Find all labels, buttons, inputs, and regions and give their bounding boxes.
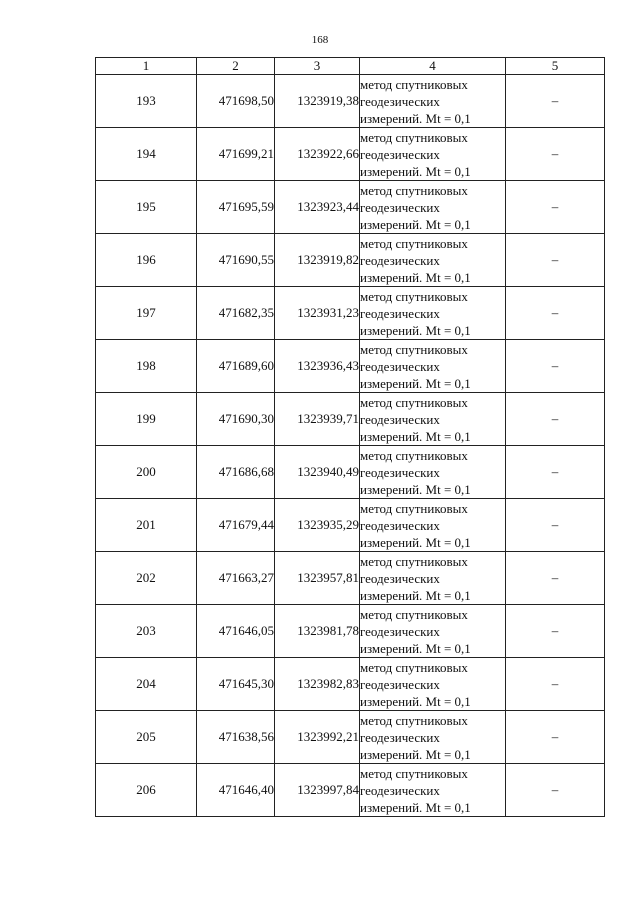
table-row [96,711,605,764]
x-coordinate-cell: 471682,35 [197,287,275,340]
method-line: метод спутниковых [360,76,468,92]
method-cell [360,128,506,181]
method-line: измерений. Mt = 0,1 [360,428,471,444]
method-line: метод спутниковых [360,659,468,675]
error-description-cell: – [506,552,605,605]
method-line: геодезических [360,464,440,480]
method-line: геодезических [360,358,440,374]
x-coordinate-cell: 471645,30 [197,658,275,711]
point-number-cell: 198 [96,340,197,393]
method-line: измерений. Mt = 0,1 [360,481,471,497]
table-row [96,605,605,658]
method-line: геодезических [360,729,440,745]
method-line: метод спутниковых [360,447,468,463]
x-coordinate-cell: 471686,68 [197,446,275,499]
error-description-cell: – [506,764,605,817]
method-line: метод спутниковых [360,394,468,410]
table-row [96,128,605,181]
y-coordinate-cell: 1323940,49 [275,446,360,499]
method-cell [360,446,506,499]
x-coordinate-cell: 471690,55 [197,234,275,287]
point-number-cell: 196 [96,234,197,287]
error-description-cell: – [506,393,605,446]
column-header-3: 3 [275,58,360,75]
error-description-cell: – [506,446,605,499]
y-coordinate-cell: 1323957,81 [275,552,360,605]
method-line: метод спутниковых [360,129,468,145]
y-coordinate-cell: 1323992,21 [275,711,360,764]
column-header-4: 4 [360,58,506,75]
error-description-cell: – [506,605,605,658]
method-line: измерений. Mt = 0,1 [360,587,471,603]
y-coordinate-cell: 1323981,78 [275,605,360,658]
method-line: геодезических [360,623,440,639]
method-line: геодезических [360,782,440,798]
table-row [96,499,605,552]
table-row [96,658,605,711]
point-number-cell: 201 [96,499,197,552]
x-coordinate-cell: 471646,05 [197,605,275,658]
y-coordinate-cell: 1323931,23 [275,287,360,340]
x-coordinate-cell: 471638,56 [197,711,275,764]
error-description-cell: – [506,287,605,340]
method-cell [360,658,506,711]
table-row [96,552,605,605]
x-coordinate-cell: 471695,59 [197,181,275,234]
method-line: измерений. Mt = 0,1 [360,269,471,285]
method-line: геодезических [360,517,440,533]
method-cell [360,181,506,234]
table-header-row [96,58,605,75]
method-line: геодезических [360,199,440,215]
method-line: геодезических [360,411,440,427]
point-number-cell: 197 [96,287,197,340]
table-row [96,340,605,393]
method-line: метод спутниковых [360,712,468,728]
x-coordinate-cell: 471646,40 [197,764,275,817]
method-line: измерений. Mt = 0,1 [360,375,471,391]
table-row [96,181,605,234]
method-line: метод спутниковых [360,500,468,516]
y-coordinate-cell: 1323922,66 [275,128,360,181]
point-number-cell: 202 [96,552,197,605]
method-cell [360,287,506,340]
error-description-cell: – [506,128,605,181]
error-description-cell: – [506,234,605,287]
point-number-cell: 205 [96,711,197,764]
table-body [96,75,605,817]
method-line: измерений. Mt = 0,1 [360,216,471,232]
method-line: геодезических [360,93,440,109]
method-line: геодезических [360,676,440,692]
y-coordinate-cell: 1323939,71 [275,393,360,446]
x-coordinate-cell: 471663,27 [197,552,275,605]
method-cell [360,234,506,287]
table-row [96,287,605,340]
method-line: геодезических [360,305,440,321]
method-line: метод спутниковых [360,182,468,198]
y-coordinate-cell: 1323935,29 [275,499,360,552]
method-cell [360,340,506,393]
page-number: 168 [311,34,329,46]
column-header-1: 1 [96,58,197,75]
table-row [96,393,605,446]
y-coordinate-cell: 1323982,83 [275,658,360,711]
column-header-5: 5 [506,58,605,75]
point-number-cell: 203 [96,605,197,658]
error-description-cell: – [506,711,605,764]
point-number-cell: 193 [96,75,197,128]
method-line: измерений. Mt = 0,1 [360,799,471,815]
x-coordinate-cell: 471698,50 [197,75,275,128]
method-line: измерений. Mt = 0,1 [360,640,471,656]
method-line: метод спутниковых [360,606,468,622]
y-coordinate-cell: 1323923,44 [275,181,360,234]
y-coordinate-cell: 1323936,43 [275,340,360,393]
method-cell [360,499,506,552]
error-description-cell: – [506,499,605,552]
method-line: измерений. Mt = 0,1 [360,693,471,709]
table-row [96,75,605,128]
method-line: геодезических [360,146,440,162]
x-coordinate-cell: 471699,21 [197,128,275,181]
x-coordinate-cell: 471689,60 [197,340,275,393]
method-cell [360,393,506,446]
method-line: измерений. Mt = 0,1 [360,110,471,126]
method-cell [360,605,506,658]
method-cell [360,552,506,605]
point-number-cell: 195 [96,181,197,234]
method-line: измерений. Mt = 0,1 [360,322,471,338]
method-line: метод спутниковых [360,235,468,251]
coordinates-table [95,57,605,817]
error-description-cell: – [506,340,605,393]
table-row [96,234,605,287]
method-cell [360,764,506,817]
point-number-cell: 206 [96,764,197,817]
method-line: метод спутниковых [360,341,468,357]
error-description-cell: – [506,75,605,128]
method-line: метод спутниковых [360,288,468,304]
method-cell [360,711,506,764]
method-line: метод спутниковых [360,553,468,569]
method-line: измерений. Mt = 0,1 [360,534,471,550]
method-cell [360,75,506,128]
x-coordinate-cell: 471690,30 [197,393,275,446]
x-coordinate-cell: 471679,44 [197,499,275,552]
method-line: геодезических [360,252,440,268]
error-description-cell: – [506,181,605,234]
method-line: метод спутниковых [360,765,468,781]
y-coordinate-cell: 1323919,82 [275,234,360,287]
point-number-cell: 199 [96,393,197,446]
y-coordinate-cell: 1323997,84 [275,764,360,817]
table-row [96,764,605,817]
point-number-cell: 194 [96,128,197,181]
error-description-cell: – [506,658,605,711]
point-number-cell: 200 [96,446,197,499]
method-line: геодезических [360,570,440,586]
method-line: измерений. Mt = 0,1 [360,163,471,179]
point-number-cell: 204 [96,658,197,711]
method-line: измерений. Mt = 0,1 [360,746,471,762]
column-header-2: 2 [197,58,275,75]
table-row [96,446,605,499]
y-coordinate-cell: 1323919,38 [275,75,360,128]
